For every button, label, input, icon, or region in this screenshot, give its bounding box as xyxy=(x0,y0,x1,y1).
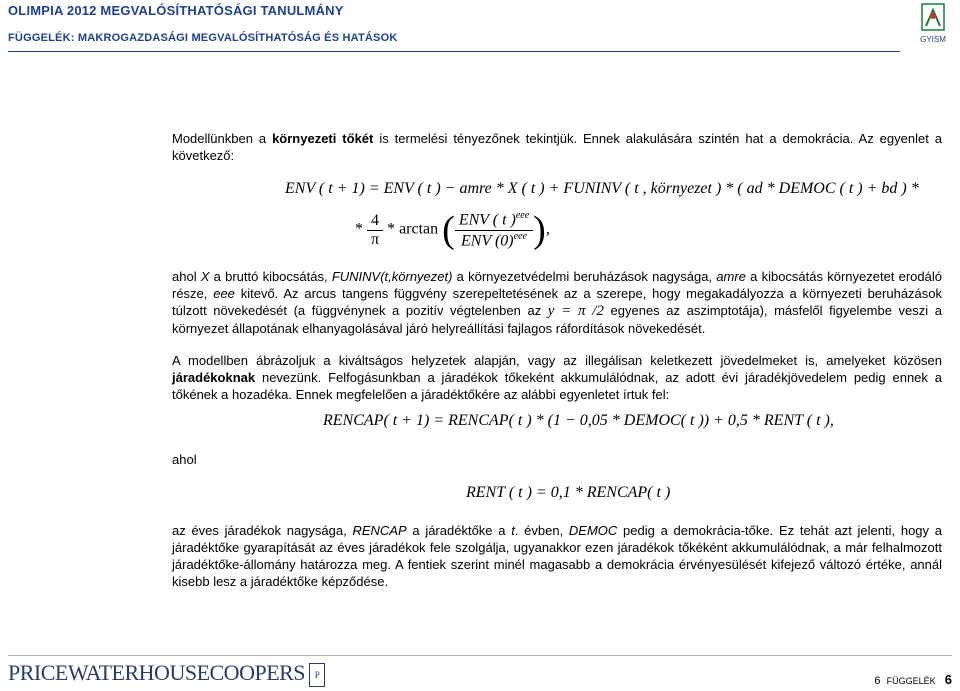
document-title: OLIMPIA 2012 MEGVALÓSÍTHATÓSÁGI TANULMÁNY xyxy=(8,3,344,18)
equation-rent: RENT ( t ) = 0,1 * RENCAP( t ) xyxy=(466,484,671,501)
equation-rencap: RENCAP( t + 1) = RENCAP( t ) * (1 − 0,05 * DEMOC( t )) + 0,5 * RENT ( t ), xyxy=(323,412,834,429)
paragraph-1: Modellünkben a környezeti tőkét is termelési tényezőnek tekintjük. Ennek alakulására szintén hat a demokrácia. Az egyenlet a következő: xyxy=(172,131,942,163)
document-subtitle: FÜGGELÉK: MAKROGAZDASÁGI MEGVALÓSÍTHATÓSÁG ÉS HATÁSOK xyxy=(8,32,398,44)
equation-env-cont: * $\frac{4}{\pi}$ * arctan ( $\frac{ENV ( t )^{eee}}{ENV (0)^{eee}}$ ), xyxy=(355,209,550,251)
paragraph-2: ahol X a bruttó kibocsátás, FUNINV(t,környezet) a környezetvédelmi beruházások nagysága, amre a kibocsátás környezetet erodáló része, eee kitevő. Az arcus tangens függvény szerepeltetésének az a szerepe, hogy megakadályozza a környezeti beruházások túlzott növekedését (a függvénynek a pozitív végtelenben az y = π /2 egyenes az aszimptotája), másfelől figyelembe veszi a környezet állapotának elhanyagolásával járó helyreállítási fajlagos ráfordítások növekedését. xyxy=(172,269,943,336)
page-header xyxy=(8,3,878,44)
ahol-label: ahol xyxy=(172,452,197,467)
footer-divider xyxy=(8,655,952,656)
pwc-logo: PRICEWATERHOUSECOOPERS P xyxy=(8,660,325,687)
pwc-mark-icon: P xyxy=(309,663,325,687)
paragraph-3: A modellben ábrázoljuk a kiváltságos helyzetek alapján, vagy az illegálisan keletkezett jövedelmeket is, amelyeket közösen járadékoknak nevezünk. Felfogásunkban a járadékok tőkeként akkumulálódnak, az adott évi járadékjövedelem pedig ennek a tőkének a hozadéka. Ennek megfelelően a járadéktőkére az alábbi egyenletet írtuk fel: xyxy=(172,353,942,402)
gyism-logo-icon xyxy=(912,2,954,54)
header-divider xyxy=(8,51,900,52)
paragraph-4: az éves járadékok nagysága, RENCAP a járadéktőke a t. évben, DEMOC pedig a demokrácia-tőke. Ez tehát azt jelenti, hogy a járadéktőke gyarapítását az éves járadékok fele szolgálja, ugyanakkor ezen járadékok tőkéként akkumulálódnak, a már felhalmozott járadéktőke-állomány határozza meg. A fentiek szerint minél magasabb a demokrácia érvényesülését kifejező változó értéke, annál kisebb lesz a járadéktőke képződése. xyxy=(172,523,942,589)
page-number: 6 FÜGGELÉK 6 xyxy=(874,672,952,687)
svg-text:GYISM: GYISM xyxy=(920,35,946,44)
equation-env: ENV ( t + 1) = ENV ( t ) − amre * X ( t ) + FUNINV ( t , környezet ) * ( ad * DEMOC ( t ) + bd ) * xyxy=(285,180,919,197)
